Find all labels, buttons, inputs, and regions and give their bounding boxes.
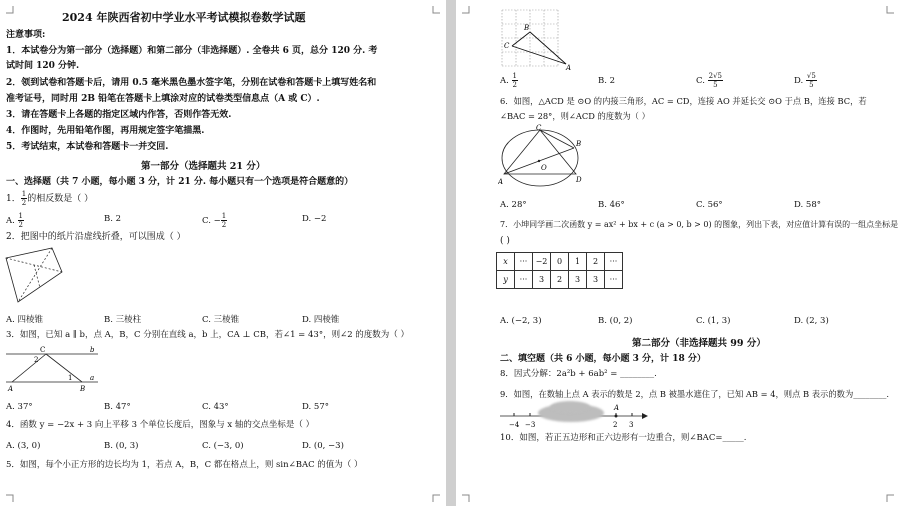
question-6-line-2: ∠BAC = 28°，则∠ACD 的度数为（ ）: [500, 111, 650, 121]
notice-line: 5．考试结束，本试卷和答题卡一并交回.: [6, 142, 169, 152]
tick-label-2: 2: [613, 421, 618, 429]
document-page-right: [456, 0, 900, 506]
fig-label-point-a: A: [566, 64, 572, 70]
q3-option-a[interactable]: A. 37°: [6, 402, 33, 412]
table-cell: x: [497, 253, 515, 271]
fig-label-point-b: B: [524, 24, 530, 32]
table-cell: 2: [551, 271, 569, 289]
fig-label-point-a: A: [614, 404, 620, 412]
question-1: 1． $\frac{1}{2}$ 的相反数是（ ）: [6, 190, 94, 207]
table-cell: 1: [569, 253, 587, 271]
fig-label-angle-2: 2: [34, 356, 39, 364]
q1-option-c[interactable]: C. − $\frac{1}{2}$: [202, 212, 227, 229]
fig-label-angle-1: 1: [68, 374, 73, 382]
part-two-heading: 第二部分（非选择题共 99 分）: [632, 338, 766, 349]
q1-option-d[interactable]: D. −2: [302, 214, 327, 224]
q1-option-a[interactable]: A. $\frac{1}{2}$: [6, 212, 24, 229]
tick-label-minus-3: −3: [525, 421, 536, 429]
table-cell: ···: [605, 271, 623, 289]
folding-paper-figure: [4, 246, 66, 306]
fig-label-point-c: C: [504, 42, 510, 50]
question-2: 2．把图中的纸片沿虚线折叠，可以围成（ ）: [6, 232, 186, 242]
grid-triangle-figure: [500, 8, 574, 70]
q7-option-c[interactable]: C. (1, 3): [696, 316, 731, 326]
table-cell: 2: [587, 253, 605, 271]
notice-line: 2．领到试卷和答题卡后，请用 0.5 毫米黑色墨水签字笔，分别在试卷和答题卡上填写姓名和: [6, 78, 377, 88]
page-corner-mark: [886, 494, 894, 502]
question-7-line-1: 7．小坤同学画二次函数 y = ax² + bx + c (a > 0, b > 0) 的图象，列出下表，对应值计算有误的一组点坐标是: [500, 220, 899, 229]
table-cell: ···: [605, 253, 623, 271]
table-cell: ···: [515, 253, 533, 271]
fig-label-point-a: A: [8, 385, 14, 393]
page-corner-mark: [6, 6, 14, 14]
q5-option-d[interactable]: D. $\frac{√5}{5}$: [794, 72, 816, 89]
page-corner-mark: [432, 494, 440, 502]
q5-option-b[interactable]: B. 2: [598, 76, 616, 86]
table-row: [497, 271, 623, 289]
page-corner-mark: [432, 6, 440, 14]
q2-option-a[interactable]: A. 四棱锥: [6, 315, 44, 325]
section-one-heading: 一、选择题（共 7 小题，每小题 3 分，计 21 分. 每小题只有一个选项是符合题意的）: [6, 177, 354, 187]
page-corner-mark: [462, 6, 470, 14]
page-corner-mark: [886, 6, 894, 14]
question-9: 9．如图，在数轴上点 A 表示的数是 2，点 B 被墨水遮住了，已知 AB = 4，则点 B 表示的数为________.: [500, 389, 890, 399]
q2-option-b[interactable]: B. 三棱柱: [104, 315, 142, 325]
ink-blot: [550, 401, 590, 413]
question-7-line-2: ( ): [500, 236, 510, 246]
fig-label-point-b: B: [80, 385, 86, 393]
question-4: 4．函数 y = −2x + 3 向上平移 3 个单位长度后，图象与 x 轴的交点坐标是（ ）: [6, 420, 315, 430]
q6-option-c[interactable]: C. 56°: [696, 200, 723, 210]
document-page-left: [0, 0, 446, 506]
fig-label-point-c: C: [536, 124, 542, 132]
q4-option-a[interactable]: A. (3, 0): [6, 441, 41, 451]
q4-option-d[interactable]: D. (0, −3): [302, 441, 344, 451]
q6-option-a[interactable]: A. 28°: [500, 200, 527, 210]
tick-label-3: 3: [629, 421, 634, 429]
part-one-heading: 第一部分（选择题共 21 分）: [141, 161, 266, 172]
question-10: 10．如图，若正五边形和正六边形有一边重合，则∠BAC=_____.: [500, 433, 747, 443]
fig-label-line-b: b: [90, 346, 95, 354]
fig-label-point-b: B: [576, 140, 582, 148]
exam-title: 2024 年陕西省初中学业水平考试模拟卷数学试题: [62, 11, 306, 24]
q3-option-b[interactable]: B. 47°: [104, 402, 131, 412]
circle-triangle-figure: [498, 124, 584, 192]
page-corner-mark: [462, 494, 470, 502]
q2-option-c[interactable]: C. 三棱锥: [202, 315, 240, 325]
notice-line: 准考证号，同时用 2B 铅笔在答题卡上填涂对应的试卷类型信息点（A 或 C）.: [6, 94, 320, 104]
table-row: [497, 253, 623, 271]
q5-option-a[interactable]: A. $\frac{1}{2}$: [500, 72, 518, 89]
table-cell: 3: [587, 271, 605, 289]
fig-label-point-d: D: [576, 176, 582, 184]
notice-line: 4．作图时，先用铅笔作图，再用规定签字笔描黑.: [6, 126, 205, 136]
question-8: 8．因式分解：2a²b + 6ab² = ________.: [500, 369, 657, 379]
notice-line: 试时间 120 分钟.: [6, 61, 80, 71]
tick-label-minus-4: −4: [509, 421, 520, 429]
table-cell: −2: [533, 253, 551, 271]
section-two-heading: 二、填空题（共 6 小题，每小题 3 分，计 18 分）: [500, 354, 706, 364]
table-cell: y: [497, 271, 515, 289]
question-5: 5．如图，每个小正方形的边长均为 1，若点 A，B，C 都在格点上，则 sin∠BAC 的值为（ ）: [6, 460, 363, 470]
q6-option-b[interactable]: B. 46°: [598, 200, 625, 210]
fig-label-point-a: A: [498, 178, 504, 186]
q3-option-c[interactable]: C. 43°: [202, 402, 229, 412]
notice-line: 3．请在答题卡上各题的指定区域内作答，否则作答无效.: [6, 110, 232, 120]
table-cell: 3: [533, 271, 551, 289]
fig-label-center-o: O: [541, 164, 547, 172]
q3-option-d[interactable]: D. 57°: [302, 402, 329, 412]
fig-label-line-a: a: [90, 374, 95, 382]
fig-label-c: C: [40, 346, 46, 354]
q4-option-b[interactable]: B. (0, 3): [104, 441, 139, 451]
question-3: 3．如图，已知 a ∥ b，点 A，B，C 分别在直线 a，b 上，CA ⊥ CB，若∠1 = 43°，则∠2 的度数为（ ）: [6, 330, 410, 340]
question-6-line-1: 6．如图，△ACD 是 ⊙O 的内接三角形，AC = CD，连接 AO 并延长交 ⊙O 于点 B，连接 BC，若: [500, 96, 867, 106]
value-table: [496, 252, 623, 289]
q1-option-b[interactable]: B. 2: [104, 214, 122, 224]
table-cell: 3: [569, 271, 587, 289]
notice-line: 1．本试卷分为第一部分（选择题）和第二部分（非选择题）. 全卷共 6 页，总分 120 分. 考: [6, 46, 378, 56]
table-cell: 0: [551, 253, 569, 271]
q4-option-c[interactable]: C. (−3, 0): [202, 441, 244, 451]
notice-heading: 注意事项:: [6, 30, 46, 40]
q7-option-b[interactable]: B. (0, 2): [598, 316, 633, 326]
q2-option-d[interactable]: D. 四棱锥: [302, 315, 340, 325]
parallel-lines-figure: [4, 344, 100, 394]
q7-option-d[interactable]: D. (2, 3): [794, 316, 829, 326]
q5-option-c[interactable]: C. $\frac{2√5}{5}$: [696, 72, 722, 89]
q6-option-d[interactable]: D. 58°: [794, 200, 821, 210]
q7-option-a[interactable]: A. (−2, 3): [500, 316, 542, 326]
page-corner-mark: [6, 494, 14, 502]
table-cell: ···: [515, 271, 533, 289]
